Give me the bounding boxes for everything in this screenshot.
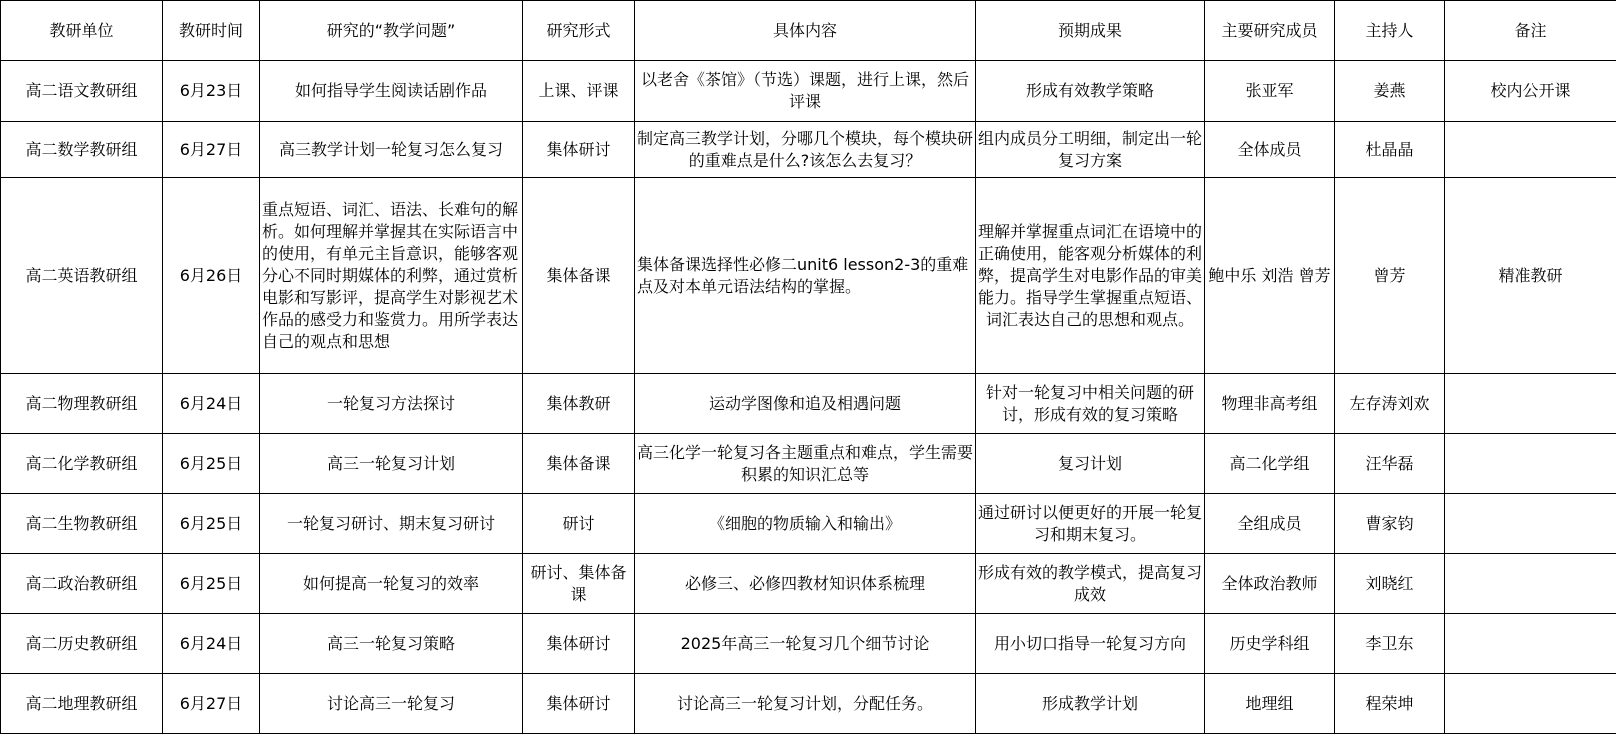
cell-host: 李卫东 — [1335, 614, 1445, 674]
cell-form: 研讨 — [523, 494, 635, 554]
table-row — [1, 374, 1616, 434]
cell-problem: 一轮复习研讨、期末复习研讨 — [260, 494, 523, 554]
cell-content: 2025年高三一轮复习几个细节讨论 — [635, 614, 976, 674]
cell-form: 集体研讨 — [523, 674, 635, 734]
table-row — [1, 614, 1616, 674]
header-row — [1, 1, 1616, 61]
cell-members: 全组成员 — [1205, 494, 1335, 554]
cell-content: 讨论高三一轮复习计划，分配任务。 — [635, 674, 976, 734]
header-unit: 教研单位 — [1, 1, 163, 61]
cell-outcome: 形成有效教学策略 — [976, 61, 1205, 122]
cell-unit: 高二语文教研组 — [1, 61, 163, 122]
cell-content: 集体备课选择性必修二unit6 lesson2-3的重难点及对本单元语法结构的掌握。 — [635, 178, 976, 374]
cell-content: 高三化学一轮复习各主题重点和难点，学生需要积累的知识汇总等 — [635, 434, 976, 494]
cell-problem: 高三教学计划一轮复习怎么复习 — [260, 122, 523, 178]
cell-date: 6月27日 — [163, 674, 260, 734]
cell-problem: 一轮复习方法探讨 — [260, 374, 523, 434]
cell-date: 6月24日 — [163, 374, 260, 434]
cell-outcome: 形成教学计划 — [976, 674, 1205, 734]
cell-unit: 高二政治教研组 — [1, 554, 163, 614]
cell-outcome: 形成有效的教学模式，提高复习成效 — [976, 554, 1205, 614]
cell-remarks — [1445, 674, 1616, 734]
cell-remarks — [1445, 434, 1616, 494]
cell-content: 以老舍《茶馆》（节选）课题，进行上课，然后评课 — [635, 61, 976, 122]
cell-problem: 如何提高一轮复习的效率 — [260, 554, 523, 614]
cell-remarks: 校内公开课 — [1445, 61, 1616, 122]
cell-form: 集体研讨 — [523, 122, 635, 178]
cell-host: 曹家钧 — [1335, 494, 1445, 554]
cell-outcome: 复习计划 — [976, 434, 1205, 494]
cell-host: 程荣坤 — [1335, 674, 1445, 734]
cell-remarks — [1445, 374, 1616, 434]
cell-form: 上课、评课 — [523, 61, 635, 122]
table-row — [1, 674, 1616, 734]
cell-members: 鲍中乐 刘浩 曾芳 — [1205, 178, 1335, 374]
cell-unit: 高二生物教研组 — [1, 494, 163, 554]
cell-outcome: 通过研讨以便更好的开展一轮复习和期末复习。 — [976, 494, 1205, 554]
cell-problem: 高三一轮复习计划 — [260, 434, 523, 494]
header-date: 教研时间 — [163, 1, 260, 61]
cell-form: 集体研讨 — [523, 614, 635, 674]
cell-outcome: 组内成员分工明细，制定出一轮复习方案 — [976, 122, 1205, 178]
cell-host: 刘晓红 — [1335, 554, 1445, 614]
cell-members: 全体成员 — [1205, 122, 1335, 178]
cell-members: 地理组 — [1205, 674, 1335, 734]
cell-date: 6月25日 — [163, 554, 260, 614]
header-host: 主持人 — [1335, 1, 1445, 61]
cell-problem: 高三一轮复习策略 — [260, 614, 523, 674]
cell-remarks — [1445, 494, 1616, 554]
cell-host: 杜晶晶 — [1335, 122, 1445, 178]
cell-members: 全体政治教师 — [1205, 554, 1335, 614]
cell-unit: 高二历史教研组 — [1, 614, 163, 674]
cell-host: 左存涛刘欢 — [1335, 374, 1445, 434]
cell-outcome: 针对一轮复习中相关问题的研讨，形成有效的复习策略 — [976, 374, 1205, 434]
table-row — [1, 178, 1616, 374]
header-remarks: 备注 — [1445, 1, 1616, 61]
cell-members: 高二化学组 — [1205, 434, 1335, 494]
cell-unit: 高二化学教研组 — [1, 434, 163, 494]
cell-date: 6月25日 — [163, 494, 260, 554]
table-row — [1, 554, 1616, 614]
header-form: 研究形式 — [523, 1, 635, 61]
cell-remarks — [1445, 554, 1616, 614]
cell-host: 汪华磊 — [1335, 434, 1445, 494]
table-row — [1, 61, 1616, 122]
cell-form: 集体教研 — [523, 374, 635, 434]
cell-unit: 高二物理教研组 — [1, 374, 163, 434]
cell-form: 研讨、集体备课 — [523, 554, 635, 614]
header-problem: 研究的“教学问题” — [260, 1, 523, 61]
cell-form: 集体备课 — [523, 178, 635, 374]
cell-outcome: 理解并掌握重点词汇在语境中的正确使用，能客观分析媒体的利弊，提高学生对电影作品的审美能力。指导学生掌握重点短语、词汇表达自己的思想和观点。 — [976, 178, 1205, 374]
cell-unit: 高二英语教研组 — [1, 178, 163, 374]
cell-problem: 重点短语、词汇、语法、长难句的解析。如何理解并掌握其在实际语言中的使用，有单元主旨意识，能够客观分心不同时期媒体的利弊，通过赏析电影和写影评，提高学生对影视艺术作品的感受力和鉴赏力。用所学表达自己的观点和思想 — [260, 178, 523, 374]
cell-problem: 讨论高三一轮复习 — [260, 674, 523, 734]
cell-host: 姜燕 — [1335, 61, 1445, 122]
cell-unit: 高二地理教研组 — [1, 674, 163, 734]
cell-problem: 如何指导学生阅读话剧作品 — [260, 61, 523, 122]
cell-date: 6月26日 — [163, 178, 260, 374]
cell-members: 物理非高考组 — [1205, 374, 1335, 434]
cell-host: 曾芳 — [1335, 178, 1445, 374]
table-row — [1, 122, 1616, 178]
cell-unit: 高二数学教研组 — [1, 122, 163, 178]
cell-remarks — [1445, 122, 1616, 178]
header-members: 主要研究成员 — [1205, 1, 1335, 61]
header-outcome: 预期成果 — [976, 1, 1205, 61]
cell-members: 历史学科组 — [1205, 614, 1335, 674]
cell-content: 必修三、必修四教材知识体系梳理 — [635, 554, 976, 614]
cell-date: 6月23日 — [163, 61, 260, 122]
cell-date: 6月27日 — [163, 122, 260, 178]
table-row — [1, 434, 1616, 494]
cell-content: 制定高三教学计划，分哪几个模块，每个模块研的重难点是什么?该怎么去复习？ — [635, 122, 976, 178]
cell-content: 运动学图像和追及相遇问题 — [635, 374, 976, 434]
cell-date: 6月24日 — [163, 614, 260, 674]
cell-outcome: 用小切口指导一轮复习方向 — [976, 614, 1205, 674]
header-content: 具体内容 — [635, 1, 976, 61]
cell-date: 6月25日 — [163, 434, 260, 494]
cell-remarks: 精准教研 — [1445, 178, 1616, 374]
cell-form: 集体备课 — [523, 434, 635, 494]
cell-content: 《细胞的物质输入和输出》 — [635, 494, 976, 554]
cell-remarks — [1445, 614, 1616, 674]
cell-members: 张亚军 — [1205, 61, 1335, 122]
table-row — [1, 494, 1616, 554]
